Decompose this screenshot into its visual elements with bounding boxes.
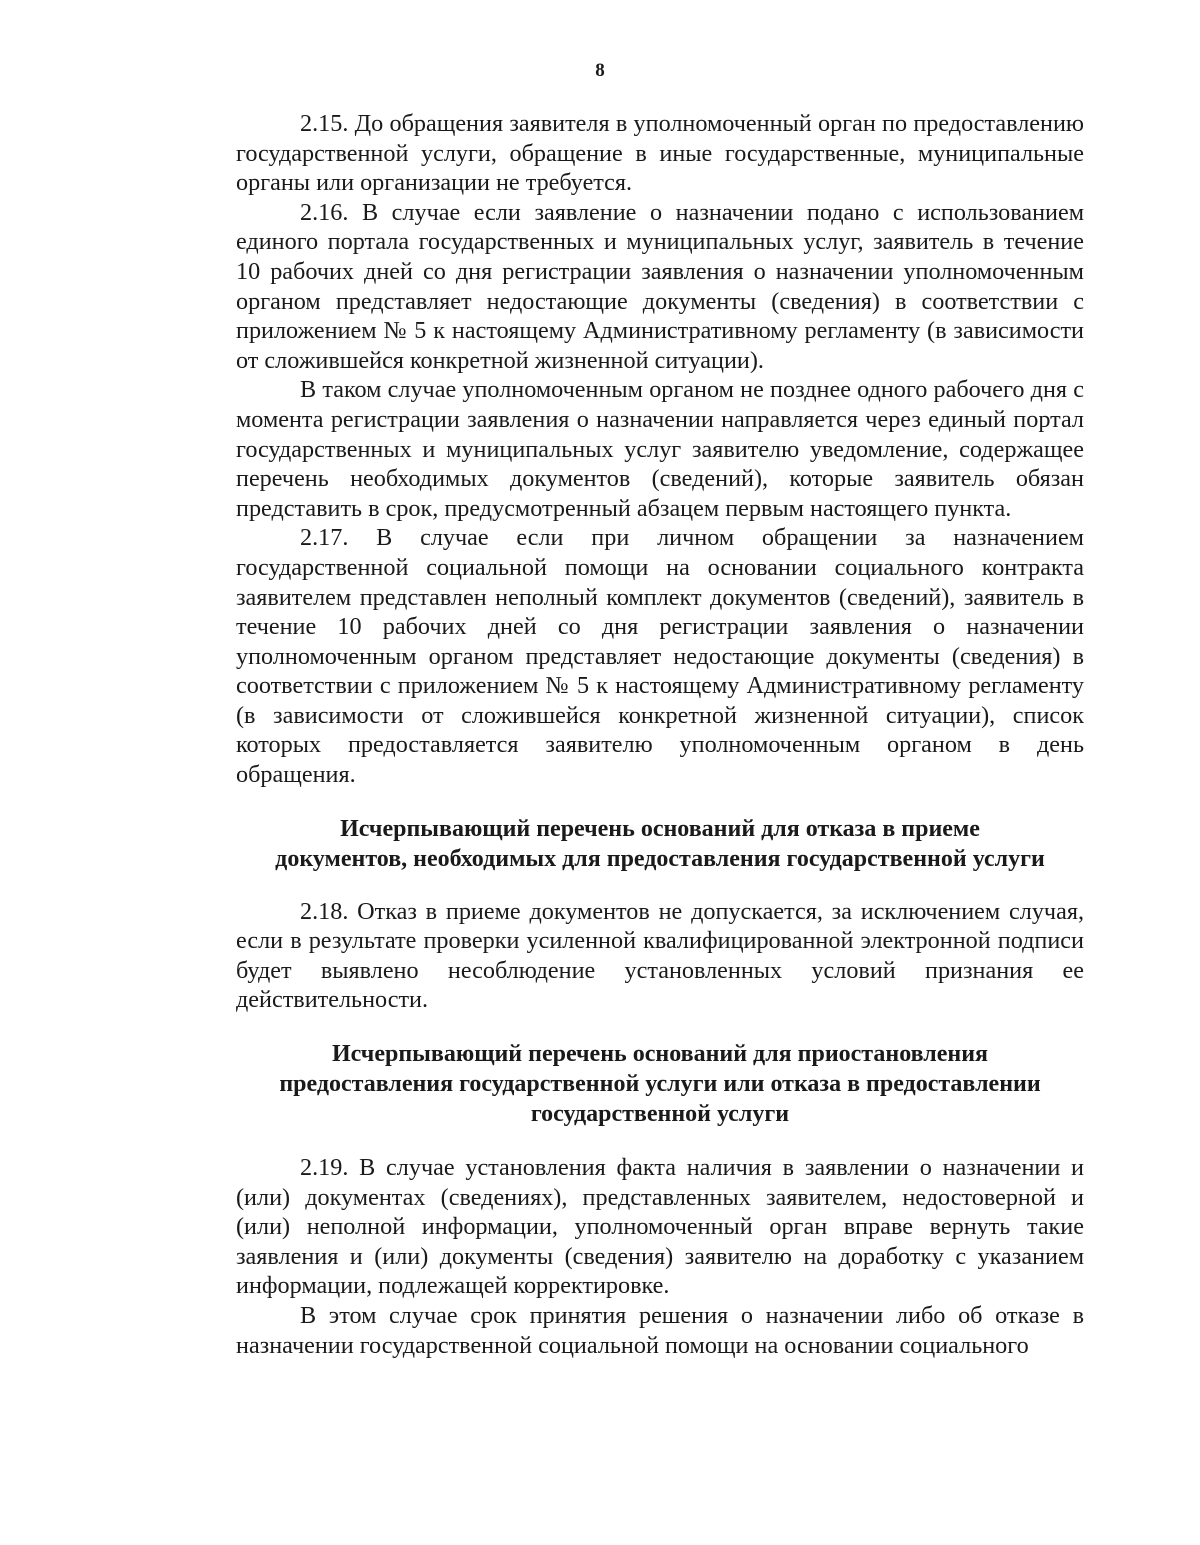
section-heading-suspension-refusal (224, 1039, 1096, 1129)
page-number: 8 (595, 60, 605, 81)
paragraph-2-16-notification: В таком случае уполномоченным органом не позднее одного рабочего дня с момента регистрации заявления о назначении направляется через единый портал государственных и муниципальных услуг заявителю уведомление, содержащее перечень необходимых документов (сведений), которые заявитель обязан представить в срок, предусмотренный абзацем первым настоящего пункта. (236, 376, 1084, 522)
paragraph-2-17: 2.17. В случае если при личном обращении за назначением государственной социальной помощи на основании социального контракта заявителем представлен неполный комплект документов (сведений), заявитель в течение 10 рабочих дней со дня регистрации заявления о назначении уполномоченным органом представляет недостающие документы (сведения) в соответствии с приложением № 5 к настоящему Административному регламенту (в зависимости от сложившейся конкретной жизненной ситуации), список которых предоставляется заявителю уполномоченным органом в день обращения. (236, 524, 1084, 789)
heading-line: предоставления государственной услуги или отказа в предоставлении (279, 1071, 1041, 1098)
paragraph-2-19-deadline: В этом случае срок принятия решения о назначении либо об отказе в назначении государственной социальной помощи на основании социального (236, 1302, 1084, 1359)
section-heading-refusal-acceptance (224, 814, 1096, 874)
paragraph-2-18: 2.18. Отказ в приеме документов не допускается, за исключением случая, если в результате проверки усиленной квалифицированной электронной подписи будет выявлено несоблюдение установленных условий признания ее действительности. (236, 897, 1084, 1014)
document-body (236, 109, 1084, 1360)
heading-line: Исчерпывающий перечень оснований для отказа в приеме (340, 815, 980, 842)
paragraph-2-15: 2.15. До обращения заявителя в уполномоченный орган по предоставлению государственной услуги, обращение в иные государственные, муниципальные органы или организации не требуется. (236, 110, 1084, 197)
heading-line: Исчерпывающий перечень оснований для приостановления (331, 1041, 989, 1068)
heading-line: государственной услуги (530, 1101, 790, 1128)
heading-line: документов, необходимых для предоставления государственной услуги (275, 845, 1045, 872)
paragraph-2-16: 2.16. В случае если заявление о назначении подано с использованием единого портала государственных и муниципальных услуг, заявитель в течение 10 рабочих дней со дня регистрации заявления о назначении уполномоченным органом представляет недостающие документы (сведения) в соответствии с приложением № 5 к настоящему Административному регламенту (в зависимости от сложившейся конкретной жизненной ситуации). (236, 198, 1084, 374)
paragraph-2-19: 2.19. В случае установления факта наличия в заявлении о назначении и (или) документах (сведениях), представленных заявителем, недостоверной и (или) неполной информации, уполномоченный орган вправе вернуть такие заявления и (или) документы (сведения) заявителю на доработку с указанием информации, подлежащей корректировке. (236, 1154, 1084, 1300)
